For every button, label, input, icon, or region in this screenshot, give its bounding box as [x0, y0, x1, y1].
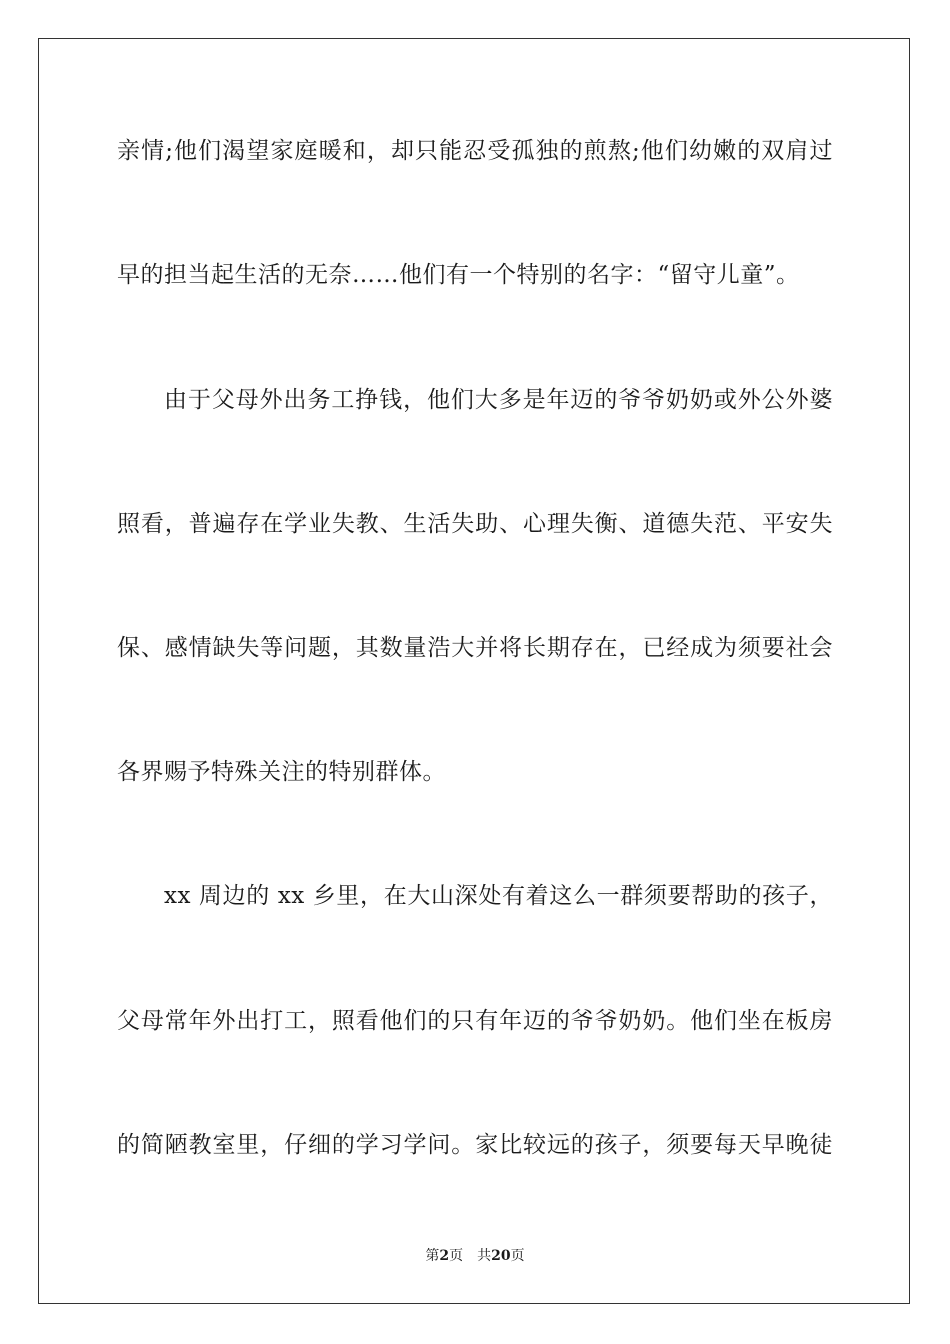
paragraph-line: 亲情;他们渴望家庭暖和，却只能忍受孤独的煎熬;他们幼嫩的双肩过 — [117, 138, 833, 164]
page-footer — [0, 1247, 950, 1265]
paragraph-line: 早的担当起生活的无奈……他们有一个特别的名字：“留守儿童”。 — [117, 262, 800, 288]
paragraph-line: 父母常年外出打工，照看他们的只有年迈的爷爷奶奶。他们坐在板房 — [117, 1008, 833, 1034]
paragraph-line: xx 周边的 xx 乡里，在大山深处有着这么一群须要帮助的孩子， — [164, 883, 833, 909]
page-border — [38, 38, 910, 1304]
paragraph-line: 由于父母外出务工挣钱，他们大多是年迈的爷爷奶奶或外公外婆 — [164, 387, 833, 413]
paragraph-line: 照看，普遍存在学业失教、生活失助、心理失衡、道德失范、平安失 — [117, 511, 833, 537]
paragraph-line: 各界赐予特殊关注的特别群体。 — [117, 759, 446, 785]
page-number-label: 第2页 — [425, 1248, 464, 1264]
paragraph-line: 的简陋教室里，仔细的学习学问。家比较远的孩子，须要每天早晚徒 — [117, 1132, 833, 1158]
total-pages-label: 共20页 — [477, 1248, 525, 1264]
paragraph-line: 保、感情缺失等问题，其数量浩大并将长期存在，已经成为须要社会 — [117, 635, 833, 661]
